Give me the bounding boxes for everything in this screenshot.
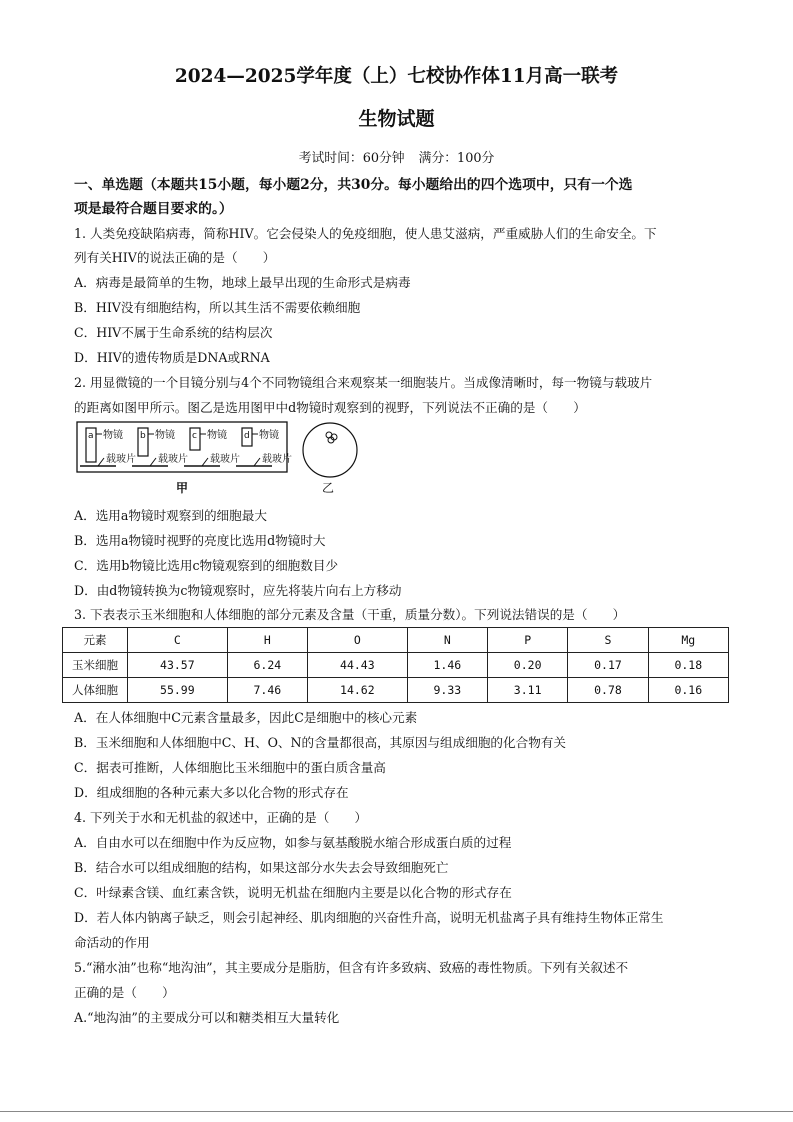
section-heading-line2: 项是最符合题目要求的。） <box>74 201 233 217</box>
field-of-view-yi <box>303 423 357 477</box>
q1-option-d: D．HIV的遗传物质是DNA或RNA <box>74 350 270 365</box>
q4-stem: 4. 下列关于水和无机盐的叙述中，正确的是（ ） <box>74 810 368 825</box>
caption-jia: 甲 <box>176 481 189 495</box>
table-header-cell: Mg <box>648 628 728 653</box>
lens-d-label: d <box>244 431 250 441</box>
table-cell: 0.20 <box>488 653 568 678</box>
objective-label-c: 物镜 <box>207 430 227 441</box>
table-header-cell: H <box>227 628 307 653</box>
table-cell: 0.78 <box>568 678 648 703</box>
table-header-cell: P <box>488 628 568 653</box>
q4-option-d-line2: 命活动的作用 <box>74 935 150 950</box>
table-row <box>63 678 729 703</box>
q3-option-c: C．据表可推断，人体细胞比玉米细胞中的蛋白质含量高 <box>74 760 386 775</box>
table-cell: 玉米细胞 <box>63 653 128 678</box>
table-cell: 3.11 <box>488 678 568 703</box>
q3-stem: 3. 下表表示玉米细胞和人体细胞的部分元素及含量（干重，质量分数）。下列说法错误的是（ ） <box>74 607 626 622</box>
table-cell: 0.17 <box>568 653 648 678</box>
caption-yi: 乙 <box>322 481 335 495</box>
objective-a <box>80 428 136 466</box>
table-header-row <box>63 628 729 653</box>
q5-stem-line2: 正确的是（ ） <box>74 985 175 1000</box>
slide-label-c: 载玻片 <box>210 454 240 465</box>
slide-label-d: 载玻片 <box>262 454 292 465</box>
q4-option-b: B．结合水可以组成细胞的结构，如果这部分水失去会导致细胞死亡 <box>74 860 449 875</box>
slide-label-a: 载玻片 <box>106 454 136 465</box>
table-cell: 1.46 <box>407 653 487 678</box>
page-bottom-rule <box>0 1111 793 1112</box>
table-header-cell: S <box>568 628 648 653</box>
q5-stem-line1: 5.“潲水油”也称“地沟油”，其主要成分是脂肪，但含有许多致病、致癌的毒性物质。下列有关叙述不 <box>74 960 629 975</box>
full-score: 满分：100分 <box>418 151 495 166</box>
section-heading-line1: 一、单选题（本题共15小题，每小题2分，共30分。每小题给出的四个选项中，只有一个选 <box>74 177 633 193</box>
table-cell: 0.18 <box>648 653 728 678</box>
q1-option-b: B．HIV没有细胞结构，所以其生活不需要依赖细胞 <box>74 300 361 315</box>
q3-option-b: B．玉米细胞和人体细胞中C、H、O、N的含量都很高，其原因与组成细胞的化合物有关 <box>74 735 566 750</box>
q2-option-b: B．选用a物镜时视野的亮度比选用d物镜时大 <box>74 533 326 548</box>
table-row <box>63 653 729 678</box>
q4-option-a: A．自由水可以在细胞中作为反应物，如参与氨基酸脱水缩合形成蛋白质的过程 <box>74 835 512 850</box>
exam-meta <box>0 147 793 166</box>
slide-label-b: 载玻片 <box>158 454 188 465</box>
q1-stem-line2: 列有关HIV的说法正确的是（ ） <box>74 250 276 265</box>
q2-option-c: C．选用b物镜比选用c物镜观察到的细胞数目少 <box>74 558 339 573</box>
exam-time: 考试时间：60分钟 <box>298 151 405 166</box>
q2-stem-line2: 的距离如图甲所示。图乙是选用图甲中d物镜时观察到的视野，下列说法不正确的是（ ） <box>74 400 586 415</box>
q3-option-d: D．组成细胞的各种元素大多以化合物的形式存在 <box>74 785 349 800</box>
objective-label-b: 物镜 <box>155 430 175 441</box>
table-cell: 55.99 <box>128 678 228 703</box>
objective-c <box>184 428 240 466</box>
q2-stem-line1: 2. 用显微镜的一个目镜分别与4个不同物镜组合来观察某一细胞装片。当成像清晰时，每一物镜与载玻片 <box>74 375 653 390</box>
table-header-cell: 元素 <box>63 628 128 653</box>
q4-option-d-line1: D．若人体内钠离子缺乏，则会引起神经、肌肉细胞的兴奋性升高，说明无机盐离子具有维持生物体正常生 <box>74 910 664 925</box>
q4-option-c: C．叶绿素含镁、血红素含铁，说明无机盐在细胞内主要是以化合物的形式存在 <box>74 885 512 900</box>
microscope-figure <box>76 420 376 498</box>
element-table <box>62 627 729 703</box>
lens-c-label: c <box>192 431 197 441</box>
q1-option-c: C．HIV不属于生命系统的结构层次 <box>74 325 273 340</box>
table-cell: 9.33 <box>407 678 487 703</box>
table-cell: 7.46 <box>227 678 307 703</box>
objective-label-d: 物镜 <box>259 430 279 441</box>
q2-option-d: D．由d物镜转换为c物镜观察时，应先将装片向右上方移动 <box>74 583 402 598</box>
table-header-cell: C <box>128 628 228 653</box>
table-cell: 人体细胞 <box>63 678 128 703</box>
table-header-cell: N <box>407 628 487 653</box>
table-cell: 0.16 <box>648 678 728 703</box>
q5-option-a: A.“地沟油”的主要成分可以和糖类相互大量转化 <box>74 1010 340 1025</box>
table-cell: 43.57 <box>128 653 228 678</box>
subject-title: 生物试题 <box>358 108 435 130</box>
q1-stem-line1: 1. 人类免疫缺陷病毒，简称HIV。它会侵染人的免疫细胞，使人患艾滋病，严重威胁人们的生命安全。下 <box>74 226 657 241</box>
q2-option-a: A．选用a物镜时观察到的细胞最大 <box>74 508 267 523</box>
table-cell: 44.43 <box>308 653 408 678</box>
table-cell: 14.62 <box>308 678 408 703</box>
objective-d <box>236 428 292 466</box>
objective-b <box>132 428 188 466</box>
lens-a-label: a <box>88 431 94 441</box>
q1-option-a: A．病毒是最简单的生物，地球上最早出现的生命形式是病毒 <box>74 275 411 290</box>
exam-title: 2024—2025学年度（上）七校协作体11月高一联考 <box>174 66 619 87</box>
lens-b-label: b <box>140 431 146 441</box>
table-header-cell: O <box>308 628 408 653</box>
q3-option-a: A．在人体细胞中C元素含量最多，因此C是细胞中的核心元素 <box>74 710 418 725</box>
table-cell: 6.24 <box>227 653 307 678</box>
objective-label-a: 物镜 <box>103 430 123 441</box>
